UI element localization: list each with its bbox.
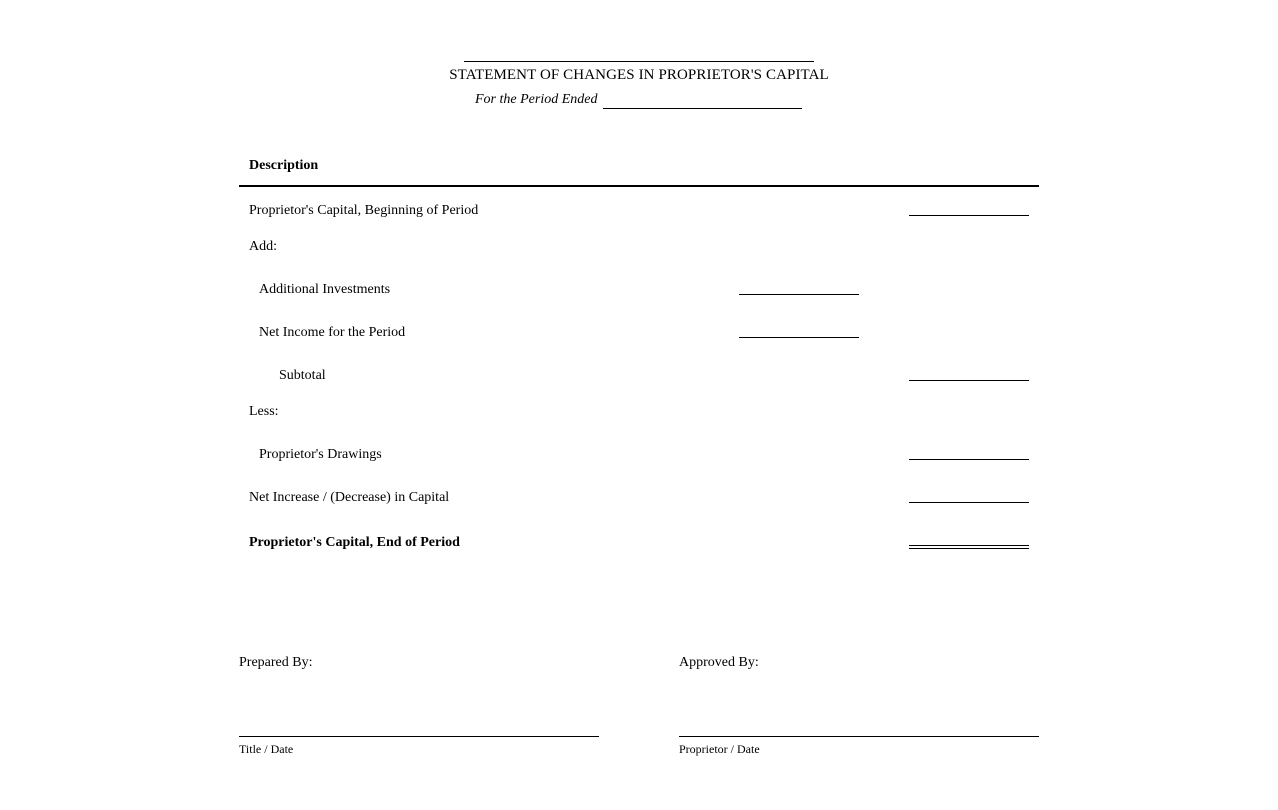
document-title: STATEMENT OF CHANGES IN PROPRIETOR'S CAPITAL: [449, 67, 829, 83]
approved-by-caption: Proprietor / Date: [679, 742, 760, 756]
approved-by-label: Approved By:: [679, 655, 759, 670]
beginning-capital-amount-line: [909, 215, 1029, 216]
additional-investments-amount-line: [739, 294, 859, 295]
row-subtotal-label: Subtotal: [279, 368, 326, 383]
row-less-label: Less:: [249, 404, 279, 419]
prepared-by-label: Prepared By:: [239, 655, 313, 670]
row-additional-investments-label: Additional Investments: [259, 282, 391, 297]
row-ending-capital-label: Proprietor's Capital, End of Period: [249, 535, 460, 550]
row-drawings-label: Proprietor's Drawings: [259, 447, 382, 462]
row-beginning-capital-label: Proprietor's Capital, Beginning of Period: [249, 203, 479, 218]
drawings-amount-line: [909, 459, 1029, 460]
prepared-by-signature-line: [239, 736, 599, 737]
period-label: For the Period Ended: [475, 92, 598, 107]
row-net-income-label: Net Income for the Period: [259, 325, 406, 340]
approved-by-signature-line: [679, 736, 1039, 737]
header-rule: [239, 185, 1039, 187]
period-date-line: [603, 108, 802, 109]
row-add-label: Add:: [249, 239, 277, 254]
company-name-line: [464, 61, 814, 62]
net-income-amount-line: [739, 337, 859, 338]
net-change-amount-line: [909, 502, 1029, 503]
row-net-change-label: Net Increase / (Decrease) in Capital: [249, 490, 450, 505]
ending-capital-double-underline: [909, 545, 1029, 549]
column-header-description: Description: [249, 158, 319, 173]
subtotal-amount-line: [909, 380, 1029, 381]
prepared-by-caption: Title / Date: [239, 742, 294, 756]
